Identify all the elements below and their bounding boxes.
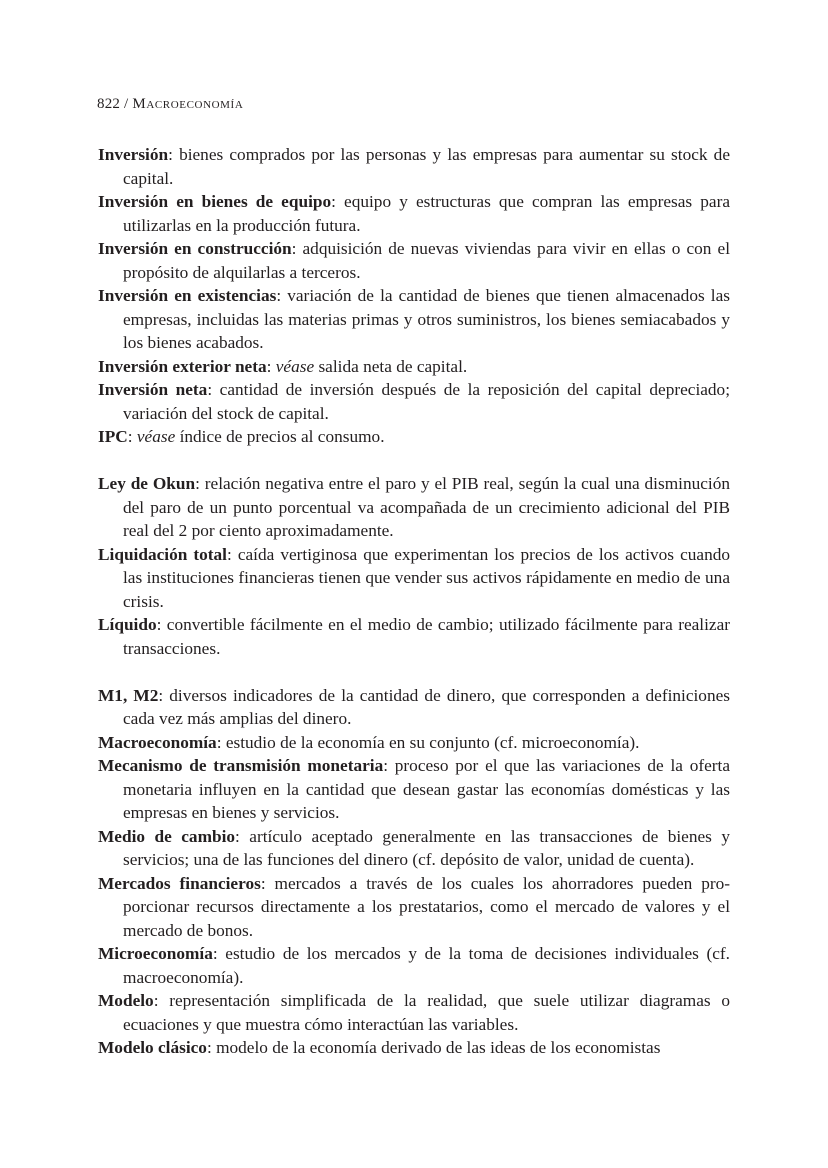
glossary-term: Macroeconomía (98, 732, 217, 752)
glossary-entry (98, 378, 730, 425)
glossary-entry (98, 613, 730, 660)
glossary-definition: índice de precios al consumo. (175, 427, 385, 446)
glossary-definition: : proceso por el que las variaciones de la oferta monetaria influyen en la cantidad que desean gastar las economías domésticas y las empresas en bienes y servicios. (123, 756, 730, 822)
glossary-term: Inversión en bienes de equipo (98, 192, 332, 211)
glossary-term: Inversión neta (98, 380, 208, 399)
glossary-term: Líquido (98, 615, 157, 634)
book-title: Macroeconomía (132, 96, 244, 112)
glossary-definition: : caída vertiginosa que experimentan los precios de los activos cuando las instituciones financieras tienen que vender sus activos rápidamente en medio de una crisis. (123, 544, 730, 611)
glossary-entry (98, 754, 730, 825)
glossary-entry (98, 543, 730, 614)
glossary-group (98, 143, 730, 449)
glossary-term: Modelo clásico (98, 1038, 207, 1057)
glossary-definition: : convertible fácilmente en el medio de cambio; utilizado fácilmente para realizar transacciones. (123, 615, 730, 658)
glossary-definition: : equipo y estructuras que compran las empresas para utilizarlas en la producción futura. (123, 192, 730, 235)
glossary-term: Inversión en construcción (98, 239, 292, 258)
term-colon: : (127, 427, 137, 446)
glossary-term: Inversión en existencias (98, 286, 277, 305)
glossary-entry (98, 942, 730, 989)
glossary-definition: : mercados a través de los cuales los ahorradores pueden proporcionar recursos directamente a los prestatarios, como el mercado de valores y el mercado de bonos. (123, 873, 730, 940)
glossary-definition: : estudio de la economía en su conjunto (cf. microeconomía). (216, 732, 640, 752)
page-number: 822 (97, 96, 121, 112)
glossary-entry (98, 284, 730, 355)
glossary-definition: : relación negativa entre el paro y el PIB real, según la cual una disminución del paro de un punto porcentual va acompañada de un crecimiento adicional del PIB real del 2 por ciento aproximadamente. (123, 474, 730, 540)
glossary-term: M1, M2 (98, 685, 159, 705)
glossary-term: Inversión exterior neta (98, 356, 267, 376)
see-reference: véase (136, 427, 176, 446)
glossary-group (98, 472, 730, 660)
glossary-term: Inversión (98, 145, 169, 164)
glossary-definition: : bienes comprados por las personas y las empresas para aumentar su stock de capital. (123, 145, 730, 188)
glossary-definition: : modelo de la economía derivado de las ideas de los economistas (206, 1038, 661, 1057)
glossary-entry (98, 731, 730, 755)
glossary-term: Microeconomía (98, 944, 213, 963)
glossary-entry (98, 684, 730, 731)
glossary-definition: : representación simplificada de la realidad, que suele utilizar diagramas o ecuaciones y que muestra cómo interactúan las variables. (123, 991, 730, 1034)
glossary-term: Mercados financieros (98, 873, 261, 893)
glossary-definition: : diversos indicadores de la cantidad de dinero, que corresponden a definiciones cada vez más amplias del dinero. (123, 685, 730, 728)
glossary-term: Liquidación total (98, 544, 227, 564)
glossary-entry (98, 825, 730, 872)
glossary-definition: salida neta de capital. (314, 356, 468, 376)
glossary-term: Mecanismo de transmisión monetaria (98, 756, 384, 775)
glossary-entry (98, 190, 730, 237)
glossary-term: Ley de Okun (98, 474, 196, 493)
glossary-definition: : cantidad de inversión después de la reposición del capital depreciado; variación del stock de capital. (123, 380, 731, 423)
glossary-definition: : artículo aceptado generalmente en las transacciones de bienes y servicios; una de las funciones del dinero (cf. depósito de valor, unidad de cuenta). (123, 826, 730, 869)
glossary-entry (98, 1036, 730, 1060)
glossary-definition: : estudio de los mercados y de la toma de decisiones individuales (cf. macroeconomía). (123, 944, 730, 987)
glossary-term: Medio de cambio (98, 826, 236, 846)
glossary-definition: : variación de la cantidad de bienes que tienen almacenados las empresas, incluidas las materias primas y otros suministros, los bienes semiacabados y los bienes acabados. (123, 286, 730, 352)
header-separator: / (120, 96, 133, 112)
glossary-entry (98, 237, 730, 284)
glossary-entry (98, 989, 730, 1036)
glossary-term: Modelo (98, 991, 154, 1010)
see-reference: véase (275, 356, 315, 376)
glossary-entry (98, 425, 730, 449)
glossary-entry (98, 355, 730, 379)
glossary-body (98, 143, 730, 1060)
glossary-entry (98, 872, 730, 943)
glossary-group (98, 684, 730, 1060)
term-colon: : (266, 356, 276, 376)
glossary-term: IPC (98, 427, 128, 446)
glossary-entry (98, 143, 730, 190)
glossary-entry (98, 472, 730, 543)
glossary-definition: : adquisición de nuevas viviendas para vivir en ellas o con el propósito de alquilarlas a terceros. (123, 239, 730, 282)
running-header (97, 96, 243, 113)
